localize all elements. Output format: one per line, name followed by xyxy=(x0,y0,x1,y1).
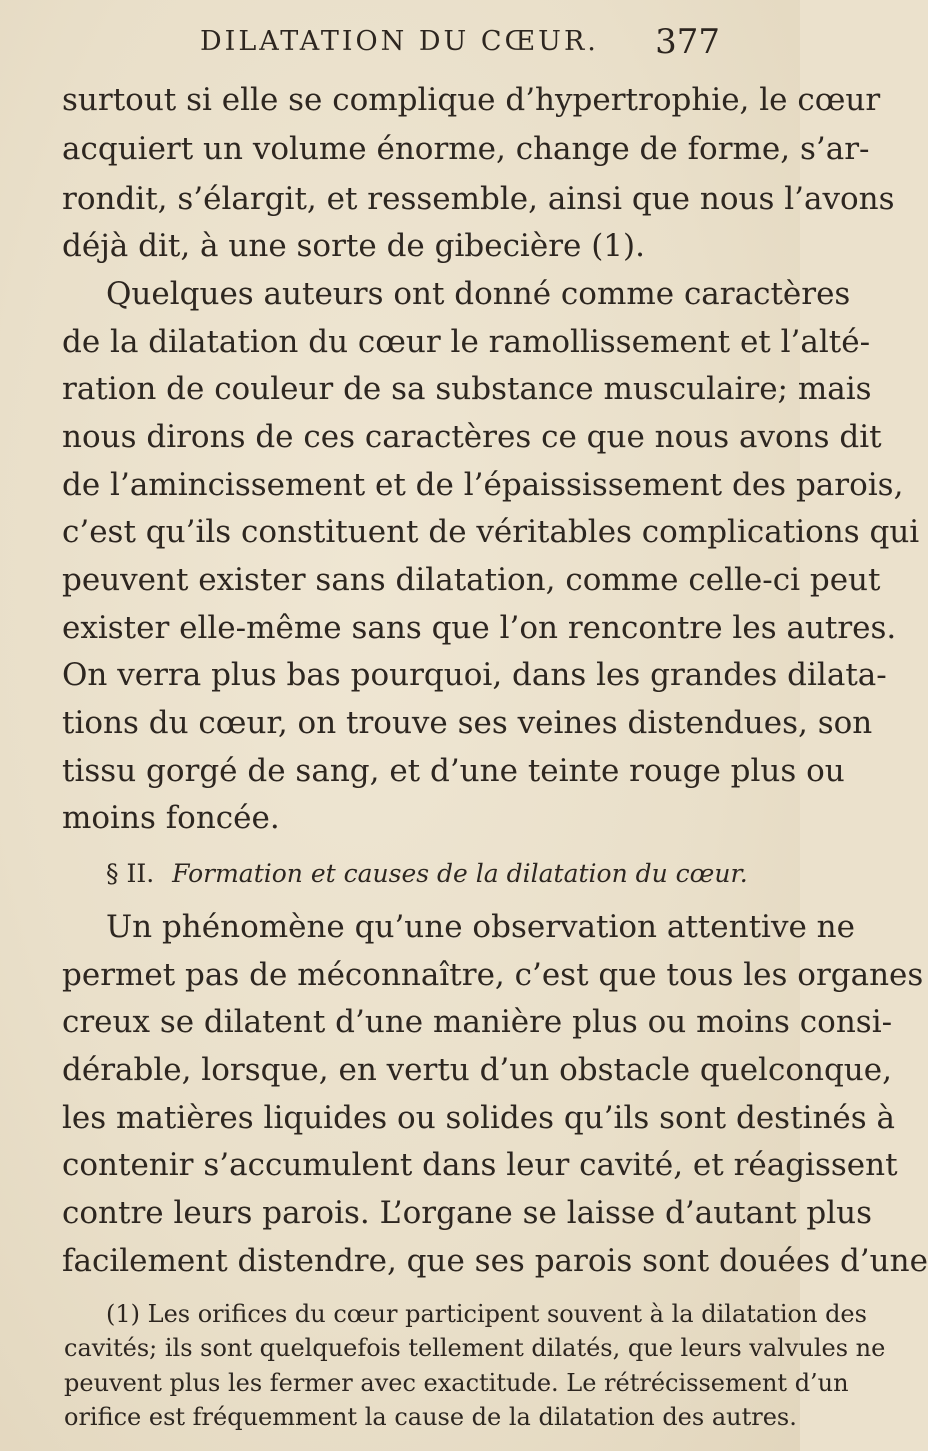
text-line: dérable, lorsque, en vertu d’un obstacle quelconque, xyxy=(62,1051,892,1088)
text-line: tissu gorgé de sang, et d’une teinte rouge plus ou xyxy=(62,752,845,789)
text-line: les matières liquides ou solides qu’ils sont destinés à xyxy=(62,1099,896,1136)
text-line: On verra plus bas pourquoi, dans les grandes dilata- xyxy=(62,657,887,694)
footnote-line: cavités; ils sont quelquefois tellement dilatés, que leurs valvules ne xyxy=(64,1334,886,1363)
text-line: contenir s’accumulent dans leur cavité, et réagissent xyxy=(62,1147,898,1184)
text-line: exister elle-même sans que l’on rencontre les autres. xyxy=(62,609,897,646)
text-line: Quelques auteurs ont donné comme caractères xyxy=(106,275,851,312)
text-line: facilement distendre, que ses parois sont douées d’une xyxy=(62,1242,928,1279)
text-line: creux se dilatent d’une manière plus ou moins consi- xyxy=(62,1004,893,1041)
text-line: surtout si elle se complique d’hypertrophie, le cœur xyxy=(62,82,881,118)
text-line: Un phénomène qu’une observation attentive ne xyxy=(106,908,855,945)
text-line: permet pas de méconnaître, c’est que tous les organes xyxy=(62,956,924,993)
page-number: 377 xyxy=(655,22,720,62)
footnote-line: orifice est fréquemment la cause de la dilatation des autres. xyxy=(64,1403,797,1432)
text-line: acquiert un volume énorme, change de forme, s’ar- xyxy=(62,131,870,168)
text-line: peuvent exister sans dilatation, comme celle-ci peut xyxy=(62,562,881,599)
section-heading xyxy=(106,854,748,894)
text-line: déjà dit, à une sorte de gibecière (1). xyxy=(62,228,645,265)
section-number: § II. xyxy=(106,859,155,889)
section-title: Formation et causes de la dilatation du cœur. xyxy=(172,859,748,889)
text-line: c’est qu’ils constituent de véritables complications qui xyxy=(62,514,920,551)
footnote-line: (1) Les orifices du cœur participent souvent à la dilatation des xyxy=(106,1299,867,1328)
text-line: nous dirons de ces caractères ce que nous avons dit xyxy=(62,419,882,456)
text-line: rondit, s’élargit, et ressemble, ainsi que nous l’avons xyxy=(62,180,895,217)
text-line: de l’amincissement et de l’épaississement des parois, xyxy=(62,466,904,503)
text-line: moins foncée. xyxy=(62,800,280,837)
text-line: de la dilatation du cœur le ramollissement et l’alté- xyxy=(62,323,871,360)
text-line: tions du cœur, on trouve ses veines distendues, son xyxy=(62,705,873,742)
text-line: contre leurs parois. L’organe se laisse d’autant plus xyxy=(62,1194,873,1231)
header-title: DILATATION DU CŒUR. xyxy=(200,26,599,57)
footnote-line: peuvent plus les fermer avec exactitude. Le rétrécissement d’un xyxy=(64,1368,849,1397)
running-header xyxy=(200,22,720,62)
text-line: ration de couleur de sa substance musculaire; mais xyxy=(62,371,872,408)
